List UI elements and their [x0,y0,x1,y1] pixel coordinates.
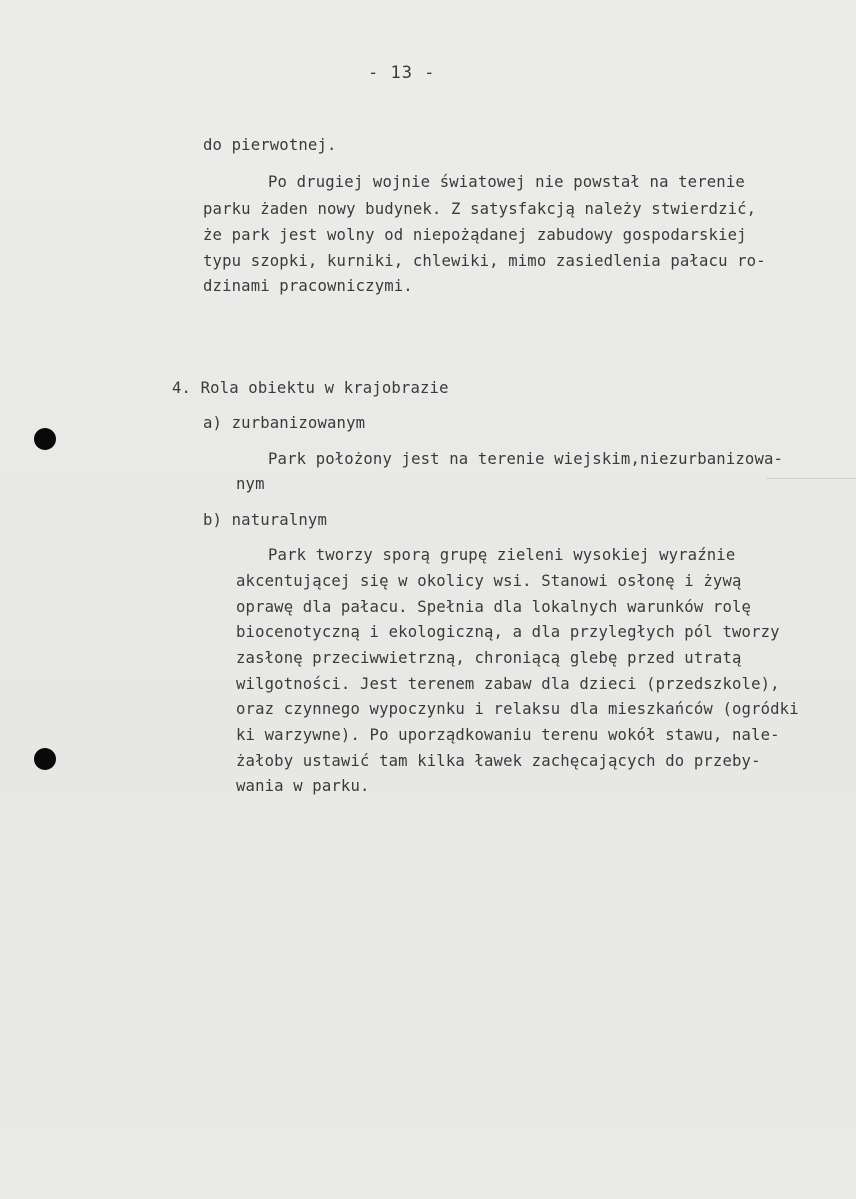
text-line: Park położony jest na terenie wiejskim,niezurbanizowa- [268,450,784,468]
section-heading: 4. Rola obiektu w krajobrazie [172,379,449,397]
text-line: ki warzywne). Po uporządkowaniu terenu wokół stawu, nale- [236,726,780,744]
text-line: Po drugiej wojnie światowej nie powstał na terenie [268,173,745,191]
text-line: nym [236,475,265,493]
subsection-heading: b) naturalnym [203,511,327,529]
text-line: zasłonę przeciwwietrzną, chroniącą glebę przed utratą [236,649,742,667]
text-line: dzinami pracowniczymi. [203,277,413,295]
text-line: biocenotyczną i ekologiczną, a dla przyległych pól tworzy [236,623,780,641]
text-line: żałoby ustawić tam kilka ławek zachęcających do przeby- [236,752,761,770]
text-line: do pierwotnej. [203,136,337,154]
text-line: oprawę dla pałacu. Spełnia dla lokalnych warunków rolę [236,598,752,616]
punch-hole-icon [34,428,56,450]
text-line: wania w parku. [236,777,370,795]
page-number: - 13 - [368,63,436,83]
text-line: akcentującej się w okolicy wsi. Stanowi osłonę i żywą [236,572,742,590]
subsection-heading: a) zurbanizowanym [203,414,366,432]
text-line: wilgotności. Jest terenem zabaw dla dzieci (przedszkole), [236,675,780,693]
text-line: Park tworzy sporą grupę zieleni wysokiej wyraźnie [268,546,736,564]
text-line: oraz czynnego wypoczynku i relaksu dla mieszkańców (ogródki [236,700,799,718]
paper-edge-line [766,478,856,479]
text-line: typu szopki, kurniki, chlewiki, mimo zasiedlenia pałacu ro- [203,252,766,270]
punch-hole-icon [34,748,56,770]
text-line: że park jest wolny od niepożądanej zabudowy gospodarskiej [203,226,747,244]
text-line: parku żaden nowy budynek. Z satysfakcją należy stwierdzić, [203,200,757,218]
